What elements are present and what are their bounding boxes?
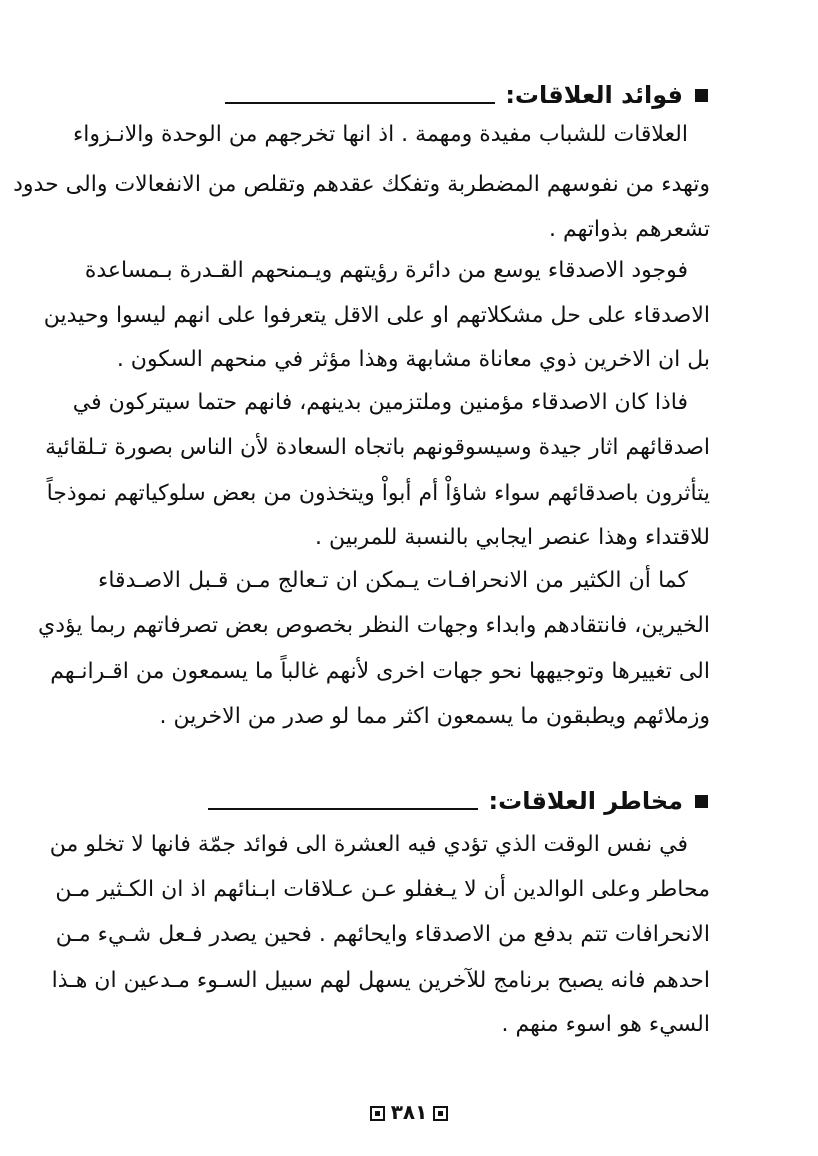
ornament-square-icon	[433, 1106, 448, 1121]
bullet-square-icon	[695, 89, 708, 102]
text-line: الاصدقاء على حل مشكلاتهم او على الاقل يتعرفوا على انهم ليسوا وحيدين	[43, 303, 710, 328]
text-line: بل ان الاخرين ذوي معاناة مشابهة وهذا مؤثر في منحهم السكون .	[116, 347, 710, 372]
section-heading-risks	[208, 784, 708, 818]
text-line: الخيرين، فانتقادهم وابداء وجهات النظر بخصوص بعض تصرفاتهم ربما يؤدي	[37, 613, 710, 638]
text-line: العلاقات للشباب مفيدة ومهمة . اذ انها تخرجهم من الوحدة والانـزواء	[72, 122, 688, 147]
heading-underline-rule	[225, 102, 495, 104]
page-number: ٣٨١	[390, 1100, 428, 1124]
text-line: تشعرهم بذواتهم .	[548, 217, 710, 242]
text-line: فاذا كان الاصدقاء مؤمنين وملتزمين بدينهم، فانهم حتما سيتركون في	[72, 390, 688, 415]
text-line: محاطر وعلى الوالدين أن لا يـغفلو عـن عـلاقات ابـنائهم اذ ان الكـثير مـن	[55, 877, 710, 902]
section-heading-text: مخاطر العلاقات:	[488, 787, 683, 815]
text-line: للاقتداء وهذا عنصر ايجابي بالنسبة للمربين .	[315, 525, 710, 550]
section-heading-text: فوائد العلاقات:	[505, 81, 683, 109]
text-line: فوجود الاصدقاء يوسع من دائرة رؤيتهم ويـمنحهم القـدرة بـمساعدة	[84, 258, 688, 283]
ornament-square-icon	[370, 1106, 385, 1121]
section-heading-benefits	[225, 78, 708, 112]
text-line: في نفس الوقت الذي تؤدي فيه العشرة الى فوائد جمّة فانها لا تخلو من	[49, 832, 688, 857]
text-line: السيء هو اسوء منهم .	[501, 1012, 710, 1037]
text-line: اصدقائهم اثار جيدة وسيسوقونهم باتجاه السعادة لأن الناس بصورة تـلقائية	[45, 435, 710, 460]
text-line: الانحرافات تتم بدفع من الاصدقاء وايحائهم . فحين يصدر فـعل شـيء مـن	[55, 922, 710, 947]
text-line: يتأثرون باصدقائهم سواء شاؤاْ أم أبواْ ويتخذون من بعض سلوكياتهم نموذجاً	[46, 481, 710, 506]
text-line: احدهم فانه يصبح برنامج للآخرين يسهل لهم سبيل السـوء مـدعين ان هـذا	[51, 968, 710, 993]
page-number-footer	[0, 1100, 818, 1124]
heading-underline-rule	[208, 808, 478, 810]
text-line: وزملائهم ويطبقون ما يسمعون اكثر مما لو صدر من الاخرين .	[159, 704, 710, 729]
text-line: وتهدء من نفوسهم المضطربة وتفكك عقدهم وتقلص من الانفعالات والى حدود	[13, 172, 710, 197]
text-line: الى تغييرها وتوجيهها نحو جهات اخرى لأنهم غالباً ما يسمعون من اقـرانـهم	[50, 659, 710, 684]
bullet-square-icon	[695, 795, 708, 808]
text-line: كما أن الكثير من الانحرافـات يـمكن ان تـعالج مـن قـبل الاصـدقاء	[98, 568, 688, 593]
